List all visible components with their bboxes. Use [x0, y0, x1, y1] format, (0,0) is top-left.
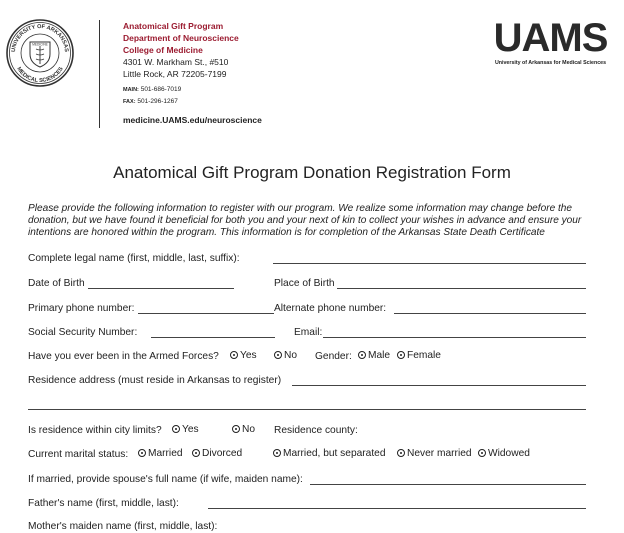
marital-widowed[interactable]: Widowed — [478, 448, 530, 459]
uams-logo — [488, 18, 613, 66]
main-phone: MAIN: 501-686-7019 — [123, 86, 182, 93]
city-limits-label: Is residence within city limits? — [28, 425, 162, 436]
radio-icon — [273, 449, 281, 457]
radio-icon — [230, 351, 238, 359]
armed-forces-yes[interactable]: Yes — [230, 350, 257, 361]
radio-icon — [397, 449, 405, 457]
alt-phone-field[interactable] — [394, 313, 586, 314]
form-intro: Please provide the following information to register with our program. We realize some information may change before the donation, but we have found it beneficial for both you and your next of kin to collect your wishes in advance and ensure your intentions are honored within the program. This information is for completion of the Arkansas State Death Certificate — [28, 203, 582, 238]
radio-icon — [274, 351, 282, 359]
radio-icon — [397, 351, 405, 359]
radio-icon — [192, 449, 200, 457]
address-line-2: Little Rock, AR 72205-7199 — [123, 69, 227, 79]
marital-never-married[interactable]: Never married — [397, 448, 472, 459]
legal-name-field[interactable] — [273, 263, 586, 264]
radio-icon — [478, 449, 486, 457]
spouse-field[interactable] — [310, 484, 586, 485]
dob-label: Date of Birth — [28, 278, 85, 289]
seal-center-text: MEDICINE — [32, 42, 48, 47]
pob-label: Place of Birth — [274, 278, 335, 289]
form-title: Anatomical Gift Program Donation Registration Form — [113, 163, 511, 182]
legal-name-label: Complete legal name (first, middle, last, suffix): — [28, 253, 240, 264]
logo-subtitle: University of Arkansas for Medical Sciences — [494, 60, 607, 66]
gender-label: Gender: — [315, 351, 352, 362]
city-limits-no[interactable]: No — [232, 424, 255, 435]
header-divider — [99, 20, 100, 128]
residence-county-label: Residence county: — [274, 425, 358, 436]
father-label: Father's name (first, middle, last): — [28, 498, 179, 509]
fax-phone: FAX: 501-296-1267 — [123, 98, 178, 105]
radio-icon — [358, 351, 366, 359]
ssn-field[interactable] — [151, 337, 275, 338]
armed-forces-no[interactable]: No — [274, 350, 297, 361]
header-block — [123, 20, 262, 125]
residence-field[interactable] — [292, 385, 586, 386]
mother-label: Mother's maiden name (first, middle, last): — [28, 521, 218, 532]
spouse-label: If married, provide spouse's full name (if wife, maiden name): — [28, 474, 303, 485]
dob-field[interactable] — [88, 288, 234, 289]
seal-bottom-text: MEDICAL SCIENCES — [15, 66, 65, 85]
logo-wordmark: UAMS — [493, 16, 608, 60]
alt-phone-label: Alternate phone number: — [274, 303, 387, 314]
marital-status-label: Current marital status: — [28, 449, 129, 460]
father-field[interactable] — [208, 508, 586, 509]
department-name: Department of Neuroscience — [123, 33, 239, 43]
ssn-label: Social Security Number: — [28, 327, 138, 338]
address-line-1: 4301 W. Markham St., #510 — [123, 57, 229, 67]
marital-married[interactable]: Married — [138, 448, 183, 459]
gender-female[interactable]: Female — [397, 350, 441, 361]
pob-field[interactable] — [337, 288, 586, 289]
armed-forces-label: Have you ever been in the Armed Forces? — [28, 351, 219, 362]
radio-icon — [232, 425, 240, 433]
radio-icon — [172, 425, 180, 433]
email-label: Email: — [294, 327, 323, 338]
email-field[interactable] — [323, 337, 586, 338]
radio-icon — [138, 449, 146, 457]
residence-label: Residence address (must reside in Arkansas to register) — [28, 375, 282, 386]
seal-top-text: UNIVERSITY OF ARKANSAS — [10, 23, 70, 53]
marital-married-separated[interactable]: Married, but separated — [273, 448, 386, 459]
primary-phone-field[interactable] — [138, 313, 274, 314]
city-limits-yes[interactable]: Yes — [172, 424, 199, 435]
program-name: Anatomical Gift Program — [123, 21, 224, 31]
gender-male[interactable]: Male — [358, 350, 390, 361]
primary-phone-label: Primary phone number: — [28, 303, 135, 314]
department-url[interactable]: medicine.UAMS.edu/neuroscience — [123, 115, 262, 125]
residence-field-line-2[interactable] — [28, 409, 586, 410]
marital-divorced[interactable]: Divorced — [192, 448, 242, 459]
university-seal — [5, 18, 75, 88]
college-name: College of Medicine — [123, 45, 203, 55]
